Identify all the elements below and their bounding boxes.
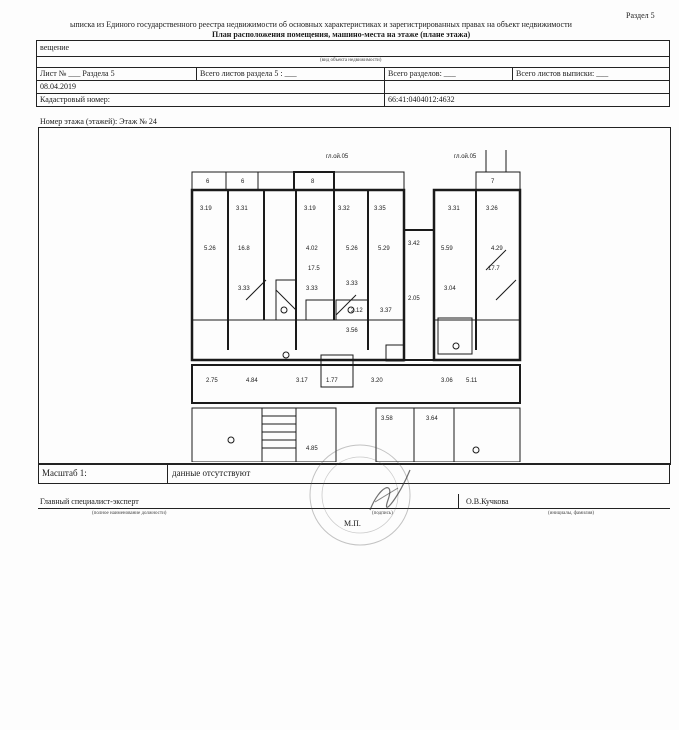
plan-label: 6	[206, 179, 210, 185]
plan-label: 3.42	[408, 241, 420, 247]
plan-label: 16.8	[238, 246, 250, 252]
plan-label: 3.33	[346, 281, 358, 287]
sheet-number: Лист № ___ Раздела 5	[40, 69, 115, 78]
plan-label: 4.84	[246, 378, 258, 384]
plan-label: 5.26	[346, 246, 358, 252]
total-sections: Всего разделов: ___	[388, 69, 456, 78]
plan-label: 5.59	[441, 246, 453, 252]
position-caption: (полное наименование должности)	[92, 511, 167, 516]
plan-label: 3.19	[200, 206, 212, 212]
cadastral-label: Кадастровый номер:	[40, 95, 110, 104]
plan-label: 1.77	[326, 378, 338, 384]
extract-date: 08.04.2019	[40, 82, 76, 91]
plan-label: 2.05	[408, 296, 420, 302]
signer-name: О.В.Кучкова	[466, 497, 509, 506]
plan-label: 3.19	[304, 206, 316, 212]
plan-label: 3.17	[296, 378, 308, 384]
plan-label: 6	[241, 179, 245, 185]
document-subtitle: План расположения помещения, машино-места на этаже (плане этажа)	[212, 30, 471, 39]
plan-label: 5.11	[466, 378, 478, 384]
plan-label: 3.56	[346, 328, 358, 334]
plan-label: 8	[311, 179, 315, 185]
plan-label: 7	[491, 179, 495, 185]
plan-label: 3.32	[338, 206, 350, 212]
page-label: Раздел 5	[626, 11, 655, 20]
plan-label: 3.64	[426, 416, 438, 422]
plan-label: гл.ой.05	[326, 154, 349, 160]
plan-label: 4.29	[491, 246, 503, 252]
plan-label: 3.20	[371, 378, 383, 384]
plan-label: гл.ой.05	[454, 154, 477, 160]
name-caption: (инициалы, фамилия)	[548, 511, 595, 516]
plan-label: 3.04	[444, 286, 456, 292]
signer-position: Главный специалист-эксперт	[40, 497, 139, 506]
sheets-in-section: Всего листов раздела 5 : ___	[200, 69, 297, 78]
plan-label: 3.58	[381, 416, 393, 422]
plan-label: 3.35	[374, 206, 386, 212]
total-extract-sheets: Всего листов выписки: ___	[516, 69, 609, 78]
scale-label: Масштаб 1:	[42, 468, 87, 478]
plan-label: 3.31	[448, 206, 460, 212]
plan-label: 17.7	[488, 266, 500, 272]
plan-label: 5.26	[204, 246, 216, 252]
official-stamp	[300, 440, 420, 550]
floor-plan-drawing	[186, 150, 526, 462]
floor-label: Номер этажа (этажей): Этаж № 24	[40, 117, 157, 126]
plan-label: 3.37	[380, 308, 392, 314]
document-title: ыписка из Единого государственного реестра недвижимости об основных характеристиках и зарегистрированных правах на объект недвижимости	[70, 20, 572, 29]
plan-label: 4.02	[306, 246, 318, 252]
plan-label: 4.85	[306, 446, 318, 452]
plan-label: 3.31	[236, 206, 248, 212]
sign-caption: (подпись)	[372, 511, 393, 516]
plan-label: 3.33	[238, 286, 250, 292]
plan-label: 3.06	[441, 378, 453, 384]
plan-label: 5.29	[378, 246, 390, 252]
plan-label: 2.12	[351, 308, 363, 314]
plan-label: 3.33	[306, 286, 318, 292]
plan-label: 17.5	[308, 266, 320, 272]
object-name: вещение	[40, 43, 70, 52]
scale-value: данные отсутствуют	[172, 468, 251, 478]
plan-label: 2.75	[206, 378, 218, 384]
handwritten-signature	[370, 470, 410, 510]
object-caption: (вид объекта недвижимости)	[320, 58, 382, 63]
cadastral-value: 66:41:0404012:4632	[388, 95, 455, 104]
stamp-place: М.П.	[344, 519, 361, 528]
plan-label: 3.26	[486, 206, 498, 212]
